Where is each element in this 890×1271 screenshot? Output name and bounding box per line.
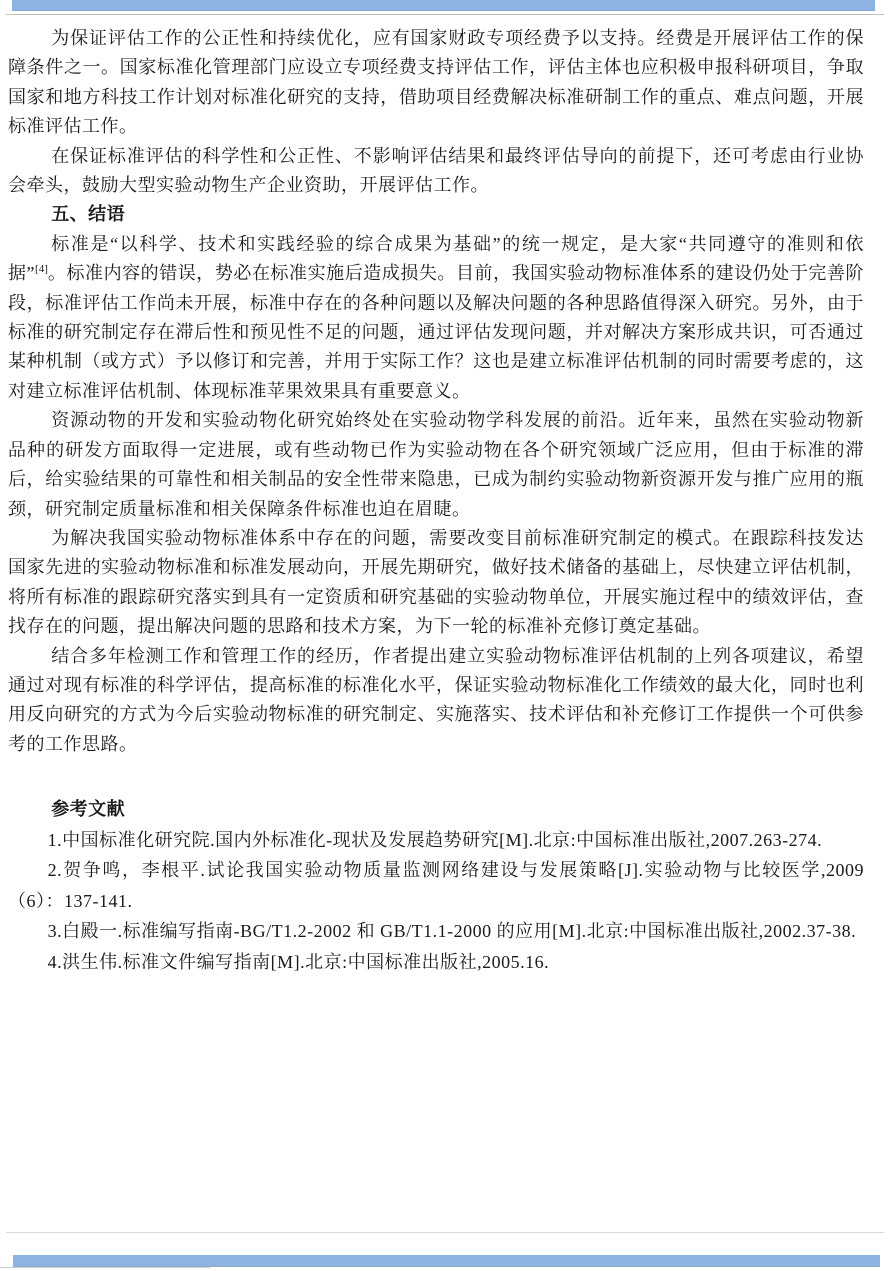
top-divider-line <box>6 14 884 15</box>
paragraph-conclusion-1 <box>8 230 864 406</box>
reference-item: 2.贺争鸣，李根平.试论我国实验动物质量监测网络建设与发展策略[J].实验动物与比较医学,2009（6）：137-141. <box>8 860 864 911</box>
bottom-divider-line <box>6 1232 884 1233</box>
bottom-accent-bar <box>13 1255 880 1267</box>
reference-item: 1.中国标准化研究院.国内外标准化-现状及发展趋势研究[M].北京:中国标准出版社,2007.263-274. <box>47 829 823 850</box>
paragraph-conclusion-4: 结合多年检测工作和管理工作的经历，作者提出建立实验动物标准评估机制的上列各项建议，希望通过对现有标准的科学评估，提高标准的标准化水平，保证实验动物标准化工作绩效的最大化，同时也利用反向研究的方式为今后实验动物标准的研究制定、实施落实、技术评估和补充修订工作提供一个可供参考的工作思路。 <box>8 645 864 754</box>
paragraph-conclusion-3: 为解决我国实验动物标准体系中存在的问题，需要改变目前标准研究制定的模式。在跟踪科技发达国家先进的实验动物标准和标准发展动向，开展先期研究，做好技术储备的基础上，尽快建立评估机制，将所有标准的跟踪研究落实到具有一定资质和研究基础的实验动物单位，开展实施过程中的绩效评估，查找存在的问题，提出解决问题的思路和技术方案，为下一轮的标准补充修订奠定基础。 <box>8 527 864 637</box>
section-heading-conclusion: 五、结语 <box>51 204 126 225</box>
bottom-bar-shadow <box>0 1267 210 1268</box>
references-heading: 参考文献 <box>51 799 126 820</box>
citation-marker: [4] <box>35 263 48 276</box>
top-accent-bar <box>12 0 875 11</box>
paragraph-funding: 为保证评估工作的公正性和持续优化，应有国家财政专项经费予以支持。经费是开展评估工作的保障条件之一。国家标准化管理部门应设立专项经费支持评估工作，评估主体也应积极申报科研项目，争取国家和地方科技工作计划对标准化研究的支持，借助项目经费解决标准研制工作的重点、难点问题，开展标准评估工作。 <box>8 28 864 137</box>
paragraph-association: 在保证标准评估的科学性和公正性、不影响评估结果和最终评估导向的前提下，还可考虑由行业协会牵头，鼓励大型实验动物生产企业资助，开展评估工作。 <box>8 145 864 196</box>
references-section <box>8 795 864 977</box>
document-body <box>8 24 864 977</box>
paragraph-text: 。标准内容的错误，势必在标准实施后造成损失。目前，我国实验动物标准体系的建设仍处于完善阶段，标准评估工作尚未开展，标准中存在的各种问题以及解决问题的各种思路值得深入研究。另外，由于标准的研究制定存在滞后性和预见性不足的问题，通过评估发现问题，并对解决方案形成共识，可否通过某种机制（或方式）予以修订和完善，并用于实际工作？这也是建立标准评估机制的同时需要考虑的，这对建立标准评估机制、体现标准苹果效果具有重要意义。 <box>8 263 864 401</box>
paragraph-conclusion-2: 资源动物的开发和实验动物化研究始终处在实验动物学科发展的前沿。近年来，虽然在实验动物新品种的研发方面取得一定进展，或有些动物已作为实验动物在各个研究领域广泛应用，但由于标准的滞后，给实验结果的可靠性和相关制品的安全性带来隐患，已成为制约实验动物新资源开发与推广应用的瓶颈，研究制定质量标准和相关保障条件标准也迫在眉睫。 <box>8 410 864 519</box>
reference-item: 4.洪生伟.标准文件编写指南[M].北京:中国标准出版社,2005.16. <box>47 951 550 972</box>
reference-item: 3.白殿一.标准编写指南-BG/T1.2-2002 和 GB/T1.1-2000 的应用[M].北京:中国标准出版社,2002.37-38. <box>47 921 857 942</box>
paragraph-text: 标准是“以科学、技术和实践经验的综合成果为基础”的统一规定，是大家“共同遵守的准则和依据” <box>8 233 864 284</box>
